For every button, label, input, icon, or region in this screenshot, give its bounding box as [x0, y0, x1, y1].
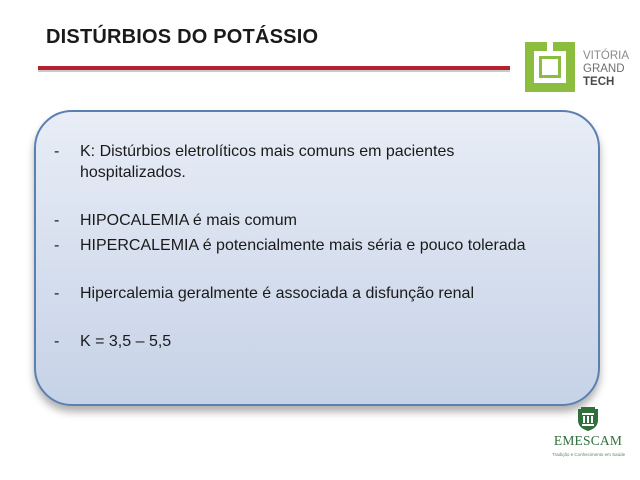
bullet-text: HIPOCALEMIA é mais comum: [80, 212, 297, 229]
emescam-name: EMESCAM: [553, 433, 623, 448]
bullet-item: [54, 283, 594, 304]
bullet-marker: -: [54, 333, 60, 350]
emescam-emblem-icon: [576, 406, 600, 432]
vgt-logo-line1: VITÓRIA: [583, 50, 630, 62]
bullet-marker: -: [54, 237, 60, 254]
title-underline-shadow: [38, 70, 510, 72]
vgt-logo-text: [583, 50, 629, 89]
slide-title: DISTÚRBIOS DO POTÁSSIO: [46, 26, 319, 48]
bullet-text: K: Distúrbios eletrolíticos mais comuns em pacientes hospitalizados.: [80, 143, 455, 181]
bullet-list: [54, 141, 594, 352]
bullet-marker: -: [54, 285, 60, 302]
bullet-text: K = 3,5 – 5,5: [80, 333, 172, 350]
emescam-tagline: Tradição e Conhecimento em Saúde: [552, 452, 626, 457]
bullet-item: [54, 210, 594, 231]
vgt-square-logo-icon: [525, 42, 575, 92]
bullet-marker: -: [54, 212, 60, 229]
emescam-logo: [552, 406, 624, 466]
bullet-text: HIPERCALEMIA é potencialmente mais séria e pouco tolerada: [80, 237, 526, 254]
bullet-item: [54, 141, 594, 183]
bullet-text: Hipercalemia geralmente é associada a disfunção renal: [80, 285, 474, 302]
bullet-item: [54, 331, 594, 352]
bullet-marker: -: [54, 143, 60, 160]
bullet-item: [54, 235, 594, 256]
vgt-logo-line2: GRAND: [583, 63, 625, 75]
vgt-logo-line3: TECH: [583, 76, 615, 88]
